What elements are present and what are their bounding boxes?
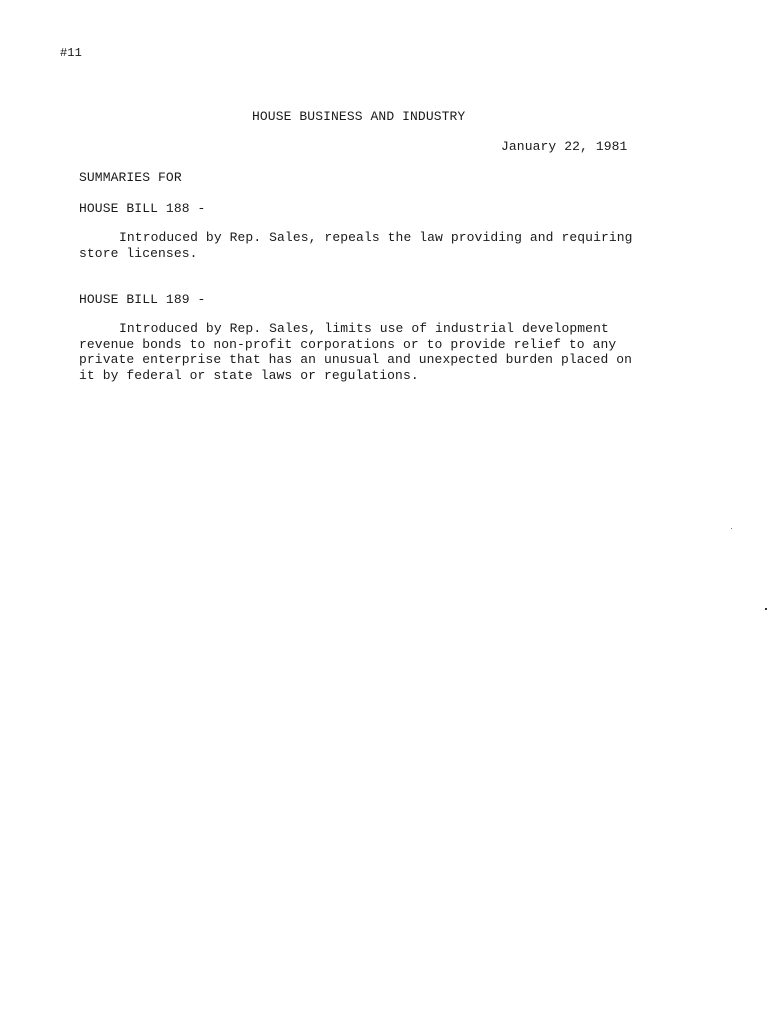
bill-summary-text: Introduced by Rep. Sales, limits use of industrial development revenue bonds to non-profit corporations or to provide relief to any private enterprise that has an unusual and unexpected burden placed on it by federal or state laws or regulations. — [79, 321, 633, 383]
committee-heading: HOUSE BUSINESS AND INDUSTRY — [252, 109, 466, 124]
bill-summary — [79, 321, 639, 383]
scan-speck — [765, 608, 767, 610]
bill-summary-text: Introduced by Rep. Sales, repeals the law providing and requiring store licenses. — [79, 230, 633, 261]
document-date: January 22, 1981 — [501, 139, 628, 154]
page-number-mark: #11 — [60, 46, 82, 60]
scan-speck — [731, 528, 732, 529]
summaries-label: SUMMARIES FOR — [79, 170, 182, 185]
bill-summary — [79, 230, 639, 262]
bill-title: HOUSE BILL 189 - — [79, 292, 206, 307]
bill-title: HOUSE BILL 188 - — [79, 201, 206, 216]
